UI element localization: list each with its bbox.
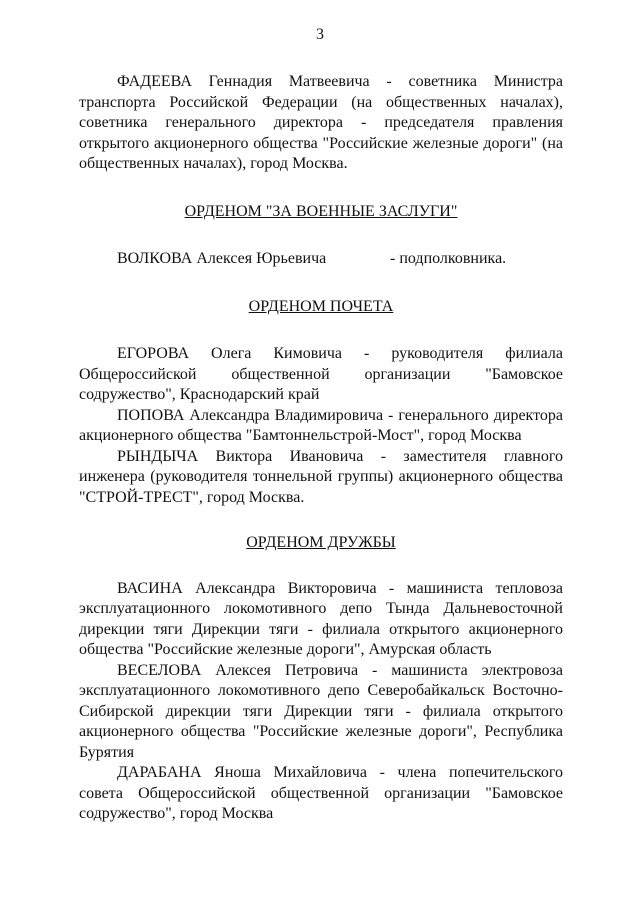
entry-vasin: ВАСИНА Александра Викторовича - машиниста тепловоза эксплуатационного локомотивного депо Тында Дальневосточной дирекции тяги Дирекции тяги - филиала открытого акционерного общества "Российские железные дороги", Амурская область [79,579,563,658]
entry-egorov: ЕГОРОВА Олега Кимовича - руководителя филиала Общероссийской общественной организации "Бамовское содружество", Краснодарский край [79,345,563,403]
entry-volkov-name: ВОЛКОВА Алексея Юрьевича [117,250,327,267]
entry-ryndych: РЫНДЫЧА Виктора Ивановича - заместителя главного инженера (руководителя тоннельной группы) акционерного общества "СТРОЙ-ТРЕСТ", город Москва. [79,447,563,506]
entry-volkov-rank: - подполковника. [390,250,507,267]
page-number: 3 [316,26,324,43]
heading-order-military-merit: ОРДЕНОМ "ЗА ВОЕННЫЕ ЗАСЛУГИ" [184,202,458,220]
heading-order-honor: ОРДЕНОМ ПОЧЕТА [248,297,394,315]
entry-daraban: ДАРАБАНА Яноша Михайловича - члена попечительского совета Общероссийской общественной организации "Бамовское содружество", город Москва [79,764,563,822]
entry-popov: ПОПОВА Александра Владимировича - генерального директора акционерного общества "Бамтоннельстрой-Мост", город Москва [79,406,563,444]
entry-volkov [79,249,563,270]
document-body [79,72,563,825]
entry-fadeev: ФАДЕЕВА Геннадия Матвеевича - советника Министра транспорта Российской Федерации (на общественных началах), советника генерального директора - председателя правления открытого акционерного общества "Российские железные дороги" (на общественных началах), город Москва. [79,73,563,172]
heading-order-friendship: ОРДЕНОМ ДРУЖБЫ [246,534,396,551]
entry-veselov: ВЕСЕЛОВА Алексея Петровича - машиниста электровоза эксплуатационного локомотивного депо Северобайкальск Восточно-Сибирской дирекции тяги Дирекции тяги - филиала открытого акционерного общества "Российские железные дороги", Республика Бурятия [79,661,563,761]
